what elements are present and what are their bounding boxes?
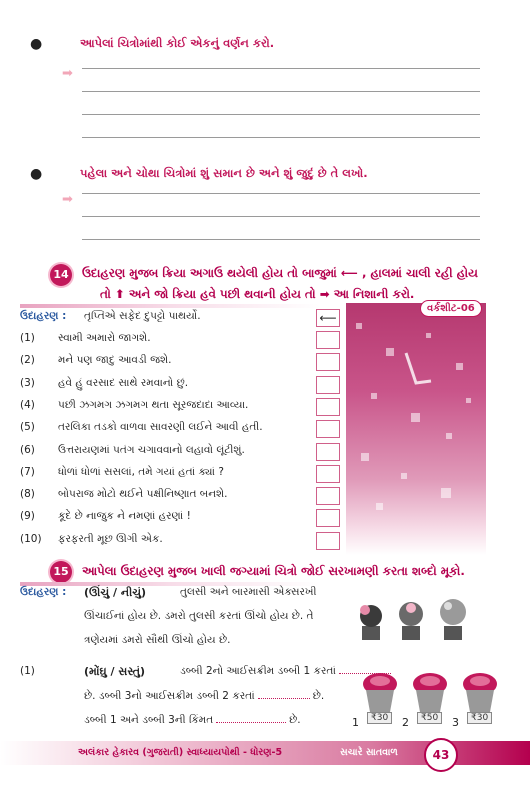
row-number: (6) — [20, 444, 35, 456]
ice-cream-cup-icon — [462, 672, 498, 712]
item-line-2-text: છે. ડબ્બી 3નો આઈસક્રીમ ડબ્બી 2 કરતાં — [84, 690, 255, 702]
pointer-arrow-icon: ➡ — [62, 66, 73, 81]
answer-box[interactable] — [316, 532, 340, 550]
answer-box[interactable] — [316, 398, 340, 416]
cup-number: 1 — [352, 716, 359, 729]
writing-line — [82, 68, 480, 69]
row-number: (5) — [20, 421, 35, 433]
exercise-row — [20, 399, 248, 412]
writing-line — [82, 193, 480, 194]
section-14-heading-line2: તો ⬆ અને જો ક્રિયા હવે પછી થવાની હોય તો ➡ આ નિશાની કરો. — [100, 287, 415, 301]
exercise-row — [20, 488, 228, 501]
answer-box[interactable] — [316, 487, 340, 505]
writing-line — [82, 137, 480, 138]
item-line-1-text: ડબ્બી 2નો આઈસક્રીમ ડબ્બી 1 કરતાં — [180, 665, 336, 677]
example-answer-box — [316, 309, 340, 327]
exercise-row — [20, 421, 263, 434]
answer-box[interactable] — [316, 465, 340, 483]
row-sentence: ધોળાં ધોળાં સસલાં, તમે ગયાં હતાં ક્યાં ? — [58, 466, 224, 478]
page-number: 43 — [424, 738, 458, 772]
answer-box[interactable] — [316, 443, 340, 461]
exercise-row — [20, 332, 151, 345]
item-line-2 — [84, 690, 324, 703]
example-choice: (ઊંચું / નીચું) — [84, 586, 147, 599]
price-tag: ₹30 — [467, 712, 492, 724]
exercise-row — [20, 444, 245, 457]
answer-box[interactable] — [316, 331, 340, 349]
answer-box[interactable] — [316, 353, 340, 371]
writing-line — [82, 91, 480, 92]
item-line-3 — [84, 714, 301, 727]
ice-cream-cup-icon — [362, 672, 398, 712]
section-number-14: 14 — [50, 264, 72, 286]
plant-icon — [360, 605, 382, 640]
sparkle-pattern — [346, 303, 486, 555]
bullet: ● — [30, 166, 43, 182]
answer-box[interactable] — [316, 420, 340, 438]
price-tag: ₹30 — [367, 712, 392, 724]
row-number: (9) — [20, 510, 35, 522]
exercise-row — [20, 510, 191, 523]
row-number: (7) — [20, 466, 35, 478]
row-sentence: તરલિકા તડકો વાળવા સાવરણી લઈને આવી હતી. — [58, 421, 263, 433]
row-sentence: કૂદે છે નાજુક ને નમણાં હરણાં ! — [58, 510, 191, 522]
example-line-1: તુલસી અને બારમાસી એક્સરખી — [180, 586, 317, 598]
exercise-row — [20, 533, 163, 546]
plant-icon — [399, 602, 423, 640]
exercise-row — [20, 377, 188, 390]
row-sentence: બોપરાજ મોટો થઈને પક્ષીનિષ્ણાત બનશે. — [58, 488, 228, 500]
answer-box[interactable] — [316, 509, 340, 527]
section-number-15: 15 — [50, 561, 72, 583]
writing-line — [82, 216, 480, 217]
row-number: (1) — [20, 332, 35, 344]
example-line-2: ઊંચાઈનાં હોય છે. ડમરો તુલસી કરતાં ઊંચો હોય છે. તે — [84, 610, 314, 622]
item-line-3-end: છે. — [289, 714, 301, 726]
left-arrow-icon: ⟵ — [319, 311, 337, 325]
row-sentence: હવે હું વરસાદ સાથે રમવાનો છું. — [58, 377, 189, 389]
item-number: (1) — [20, 665, 35, 677]
worksheet-illustration — [346, 303, 486, 555]
example-label: ઉદાહરણ : — [20, 310, 67, 322]
price-tag: ₹50 — [417, 712, 442, 724]
blank-field[interactable] — [258, 698, 310, 699]
row-sentence: ઉત્તરાયણમાં પતંગ ચગાવવાનો લહાવો લૂંટીશું. — [58, 444, 245, 456]
row-number: (10) — [20, 533, 42, 545]
row-number: (2) — [20, 354, 35, 366]
row-sentence: ફરફરતી મૂછ ઊગી એક. — [58, 533, 163, 545]
writing-line — [82, 239, 480, 240]
ice-cream-cup-icon — [412, 672, 448, 712]
row-number: (8) — [20, 488, 35, 500]
example-line-3: ત્રણેયમાં ડમરો સૌથી ઊંચો હોય છે. — [84, 634, 231, 646]
divider — [20, 304, 320, 308]
pointer-arrow-icon: ➡ — [62, 192, 73, 207]
row-number: (3) — [20, 377, 35, 389]
plant-icon — [440, 599, 466, 640]
bullet: ● — [30, 36, 43, 52]
blank-field[interactable] — [216, 722, 286, 723]
example-label: ઉદાહરણ : — [20, 586, 67, 598]
cup-number: 2 — [402, 716, 409, 729]
item-line-3-text: ડબ્બી 1 અને ડબ્બી 3ની કિંમત — [84, 714, 214, 726]
section-14-heading-line1: ઉદાહરણ મુજબ ક્રિયા અગાઉ થયેલી હોય તો બાજુમાં ⟵ , હાલમાં ચાલી રહી હોય — [82, 266, 478, 280]
footer-right: સચારે સાતવાળ — [340, 747, 398, 758]
exercise-row — [20, 354, 171, 367]
example-text: તૃપ્તિએ સફેદ દુપટ્ટો પાથર્યો. — [84, 310, 201, 322]
writing-line — [82, 114, 480, 115]
row-sentence: મને પણ જાદુ આવડી જશે. — [58, 354, 172, 366]
item-line-2-end: છે. — [312, 690, 325, 702]
question-1: આપેલાં ચિત્રોમાંથી કોઈ એકનું વર્ણન કરો. — [80, 36, 275, 50]
row-number: (4) — [20, 399, 35, 411]
row-sentence: પછી ઝગમગ ઝગમગ થતા સૂરજદાદા આવ્યા. — [58, 399, 249, 411]
row-sentence: સ્વામી અમારો જાગશે. — [58, 332, 151, 344]
question-2: પહેલા અને ચોથા ચિત્રોમાં શું સમાન છે અને શું જુદું છે તે લખો. — [80, 166, 368, 180]
plants-illustration — [350, 598, 480, 648]
worksheet-tag: વર્કશીટ-06 — [420, 300, 482, 317]
section-15-heading: આપેલા ઉદાહરણ મુજબ ખાલી જગ્યામાં ચિત્રો જોઈ સરખામણી કરતા શબ્દો મૂકો. — [82, 564, 465, 578]
exercise-row — [20, 466, 224, 479]
answer-box[interactable] — [316, 376, 340, 394]
cup-number: 3 — [452, 716, 459, 729]
footer-title: અલંકાર હેકારવ (ગુજરાતી) સ્વાધ્યાયપોથી - ધોરણ-5 — [78, 747, 283, 758]
item-choice: (મોંઘુ / સસ્તું) — [84, 665, 146, 678]
